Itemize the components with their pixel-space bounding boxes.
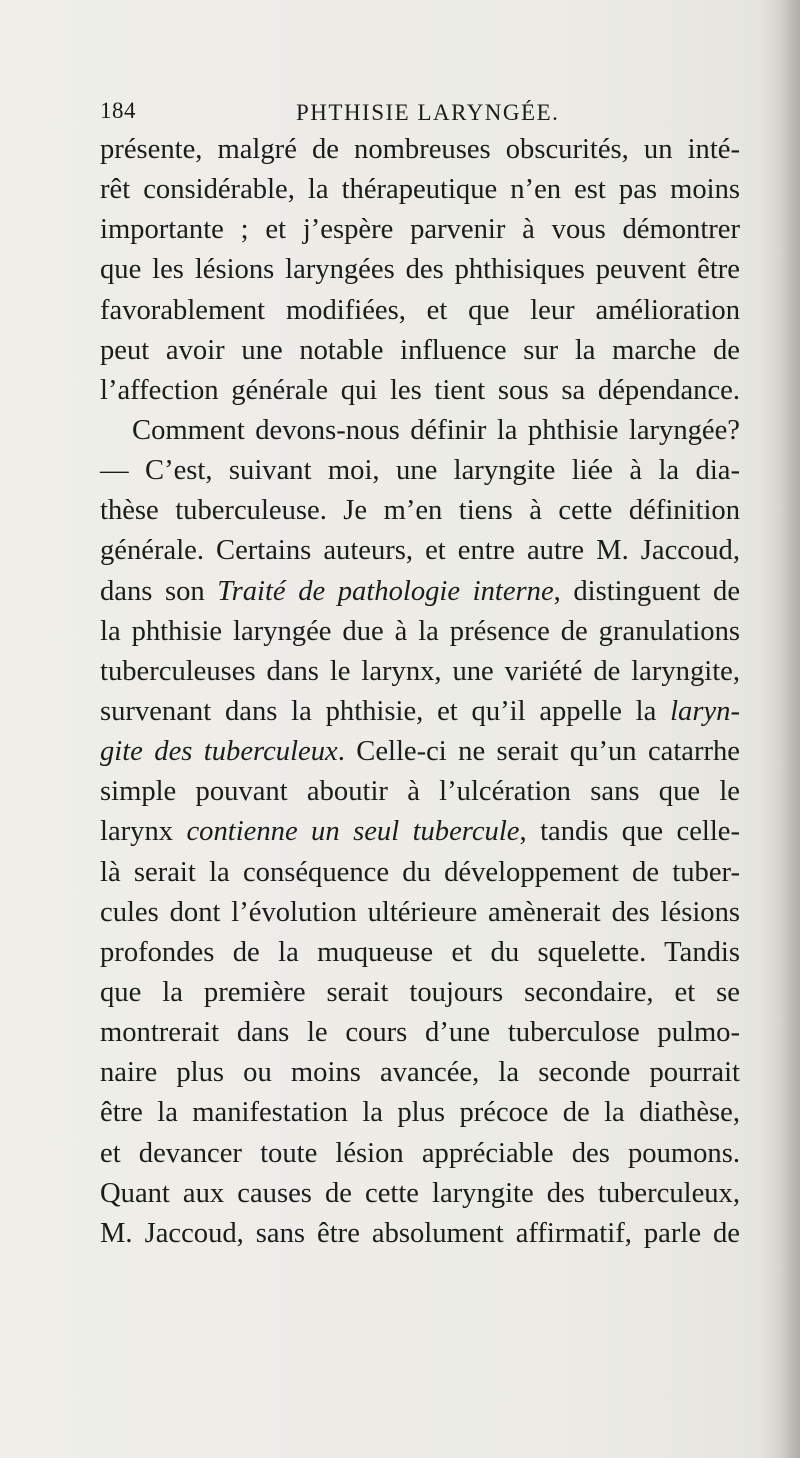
- page-edge-shadow: [758, 0, 800, 1458]
- text-line: [100, 411, 740, 451]
- page-number: 184: [100, 98, 136, 123]
- text-line: [100, 331, 740, 371]
- text-segment: simple pouvant aboutir à l’ulcération sans que le: [100, 776, 740, 808]
- text-line: [100, 250, 740, 290]
- text-segment: que les lésions laryngées des phthisiques peuvent être: [100, 254, 740, 286]
- text-line: [100, 973, 740, 1013]
- text-line: [100, 1174, 740, 1214]
- text-segment: Quant aux causes de cette laryngite des tuberculeux,: [100, 1177, 740, 1209]
- text-segment: l’affection générale qui les tient sous sa dépendance.: [100, 374, 740, 406]
- text-segment: la phthisie laryngée due à la présence de granulations: [100, 615, 740, 647]
- text-line: [100, 893, 740, 933]
- text-line: [100, 933, 740, 973]
- text-segment: générale. Certains auteurs, et entre autre M. Jaccoud,: [100, 535, 740, 567]
- body-text: [100, 130, 740, 1254]
- text-line: [100, 853, 740, 893]
- text-line: [100, 451, 740, 491]
- italic-term: gite des tuberculeux: [100, 736, 338, 768]
- text-line: [100, 692, 740, 732]
- text-segment: importante ; et j’espère parvenir à vous démontrer: [100, 214, 740, 246]
- running-head: [100, 98, 740, 134]
- text-segment: Comment devons-nous définir la phthisie laryngée?: [132, 414, 740, 446]
- text-segment: tuberculeuses dans le larynx, une variété de laryngite,: [100, 655, 740, 687]
- text-segment: que la première serait toujours secondaire, et se: [100, 976, 740, 1008]
- text-segment: profondes de la muqueuse et du squelette. Tandis: [100, 936, 740, 968]
- text-segment: , tandis que celle-: [519, 816, 741, 848]
- text-line: [100, 1093, 740, 1133]
- text-line: [100, 732, 740, 772]
- text-segment: cules dont l’évolution ultérieure amènerait des lésions: [100, 896, 740, 928]
- text-segment: — C’est, suivant moi, une laryngite liée à la dia-: [100, 455, 740, 487]
- text-segment: larynx: [100, 816, 187, 848]
- text-line: [100, 772, 740, 812]
- text-segment: dans son: [100, 575, 218, 607]
- text-segment: , distinguent de: [553, 575, 741, 607]
- text-segment: survenant dans la phthisie, et qu’il appelle la: [100, 695, 671, 727]
- text-line: [100, 1134, 740, 1174]
- text-line: [100, 812, 740, 852]
- text-line: [100, 291, 740, 331]
- text-line: [100, 612, 740, 652]
- text-line: [100, 572, 740, 612]
- text-segment: et devancer toute lésion appréciable des poumons.: [100, 1137, 740, 1169]
- text-line: [100, 1013, 740, 1053]
- text-segment: thèse tuberculeuse. Je m’en tiens à cette définition: [100, 495, 740, 527]
- text-segment: présente, malgré de nombreuses obscurités, un inté-: [100, 134, 740, 165]
- text-line: [100, 531, 740, 571]
- text-line: [100, 210, 740, 250]
- text-line: [100, 491, 740, 531]
- text-line: [100, 371, 740, 411]
- text-line: [100, 652, 740, 692]
- running-title: PHTHISIE LARYNGÉE.: [296, 100, 560, 125]
- text-line: [100, 1053, 740, 1093]
- text-segment: peut avoir une notable influence sur la marche de: [100, 334, 740, 366]
- text-segment: être la manifestation la plus précoce de la diathèse,: [100, 1097, 740, 1129]
- text-line: [100, 1214, 740, 1254]
- text-line: [100, 130, 740, 170]
- italic-phrase: contienne un seul tubercule: [186, 816, 520, 848]
- text-segment: naire plus ou moins avancée, la seconde pourrait: [100, 1057, 740, 1089]
- text-segment: rêt considérable, la thérapeutique n’en est pas moins: [100, 174, 740, 206]
- italic-title: Traité de pathologie interne: [217, 575, 554, 607]
- text-segment: montrerait dans le cours d’une tuberculose pulmo-: [100, 1017, 740, 1049]
- text-line: [100, 170, 740, 210]
- text-segment: M. Jaccoud, sans être absolument affirmatif, parle de: [100, 1217, 740, 1249]
- text-segment: favorablement modifiées, et que leur amélioration: [100, 294, 740, 326]
- text-segment: là serait la conséquence du développement de tuber-: [100, 856, 740, 888]
- text-segment: . Celle-ci ne serait qu’un catarrhe: [337, 736, 741, 768]
- italic-term: laryn-: [670, 695, 740, 727]
